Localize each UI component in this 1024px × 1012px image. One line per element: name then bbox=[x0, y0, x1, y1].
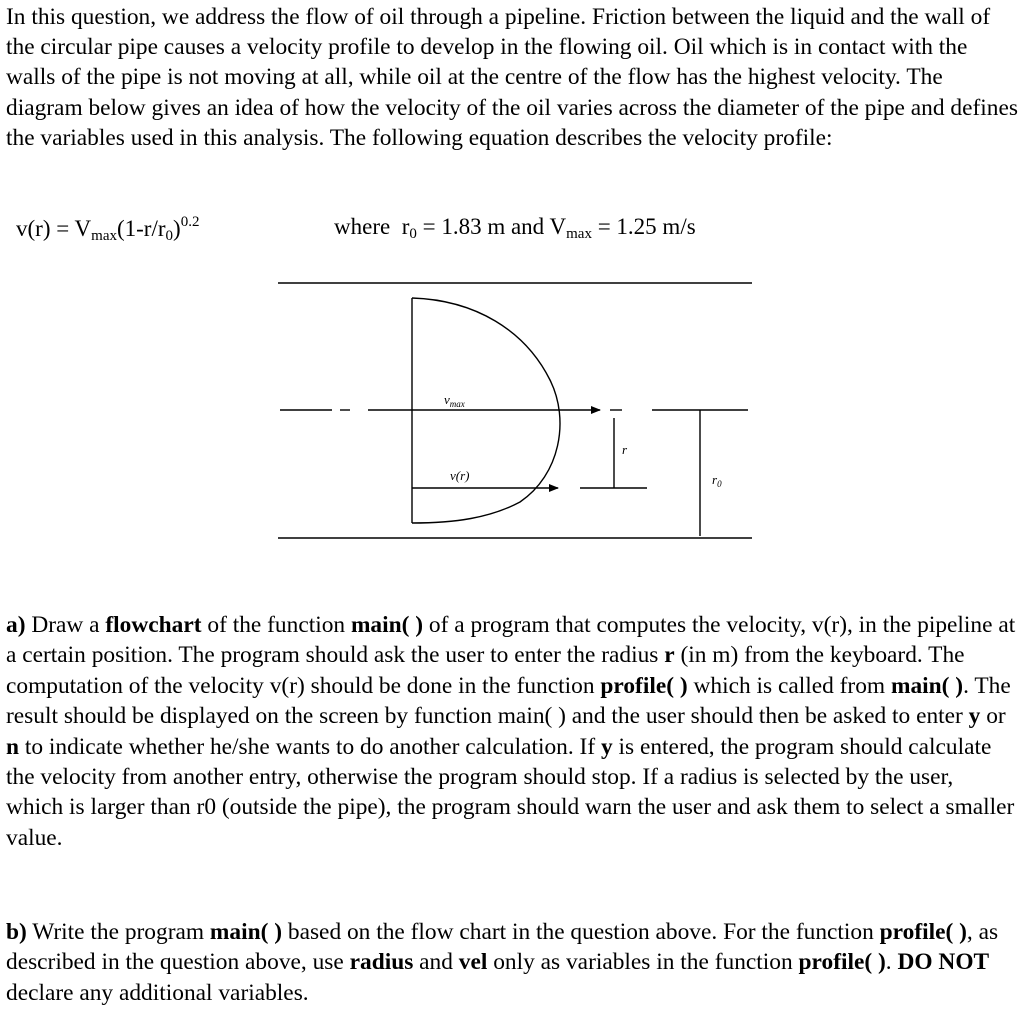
label-r0: $r_0$ bbox=[712, 472, 722, 489]
parameter-values: where $r_0 = 1.83$ m and $V_{max} = 1.25$ m/s bbox=[334, 214, 696, 242]
velocity-equation: $v(r) = V_{max}(1-r/r_0)^{0.2}$ bbox=[16, 214, 200, 244]
label-r: r bbox=[622, 442, 628, 457]
equation-row bbox=[0, 214, 1024, 248]
intro-text: In this question, we address the flow of oil through a pipeline. Friction between the liquid and the wall of the circular pipe causes a velocity profile to develop in the flowing oil. Oil which is in contact with the walls of the pipe is not moving at all, while oil at the centre of the flow has the highest velocity. The diagram below gives an idea of how the velocity of the oil varies across the diameter of the pipe and defines the variables used in this analysis. The following equation describes the velocity profile: bbox=[6, 4, 1018, 151]
pipe-velocity-diagram bbox=[270, 270, 760, 550]
question-part-a: a) Draw a flowchart of the function main( ) of a program that computes the velocity, v(r), in the pipeline at a certain position. The program should ask the user to enter the radius r (in m) from the keyboard. The computation of the velocity v(r) should be done in the function profile( ) which is called from main( ). The result should be displayed on the screen by function main( ) and the user should then be asked to enter y or n to indicate whether he/she wants to do another calculation. If y is entered, the program should calculate the velocity from another entry, otherwise the program should stop. If a radius is selected by the user, which is larger than r0 (outside the pipe), the program should warn the user and ask them to select a smaller value. bbox=[6, 612, 1016, 851]
question-part-b: b) Write the program main( ) based on the flow chart in the question above. For the function profile( ), as described in the question above, use radius and vel only as variables in the function profile( ). DO NOT declare any additional variables. bbox=[6, 919, 999, 1006]
label-vmax: $v_{max}$ bbox=[444, 392, 465, 409]
label-vr: v(r) bbox=[450, 468, 470, 483]
intro-paragraph bbox=[6, 2, 1018, 153]
